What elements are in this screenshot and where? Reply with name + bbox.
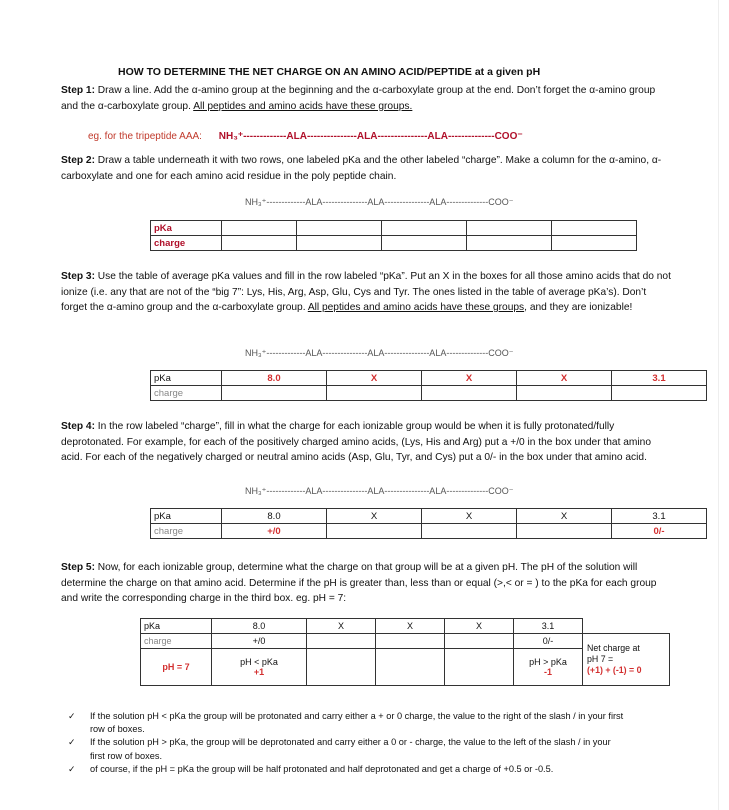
cell-charge-amino: +/0 xyxy=(222,524,327,539)
step1-underline: All peptides and amino acids have these groups. xyxy=(193,100,413,112)
cell-charge-ala3 xyxy=(445,634,514,649)
cell-pka-carboxyl: 3.1 xyxy=(612,371,707,386)
step5-label: Step 5: xyxy=(61,562,95,573)
row-label-pka: pKa xyxy=(151,371,222,386)
cell-empty xyxy=(222,386,327,401)
cell-empty xyxy=(297,221,382,236)
ph-amino-cond: pH < pKa xyxy=(240,657,278,667)
example-chain: NH₃⁺-------------ALA---------------ALA---------------ALA--------------COO⁻ xyxy=(218,131,523,142)
cell-pka-ala2: X xyxy=(422,371,517,386)
cell-pka-ala3: X xyxy=(445,619,514,634)
cell-pka-amino: 8.0 xyxy=(222,509,327,524)
row-label-pka: pKa xyxy=(151,509,222,524)
ph-amino-charge: +1 xyxy=(253,667,265,677)
cell-empty xyxy=(307,649,376,686)
step3-underline: All peptides and amino acids have these groups xyxy=(307,302,525,314)
cell-pka-ala3: X xyxy=(517,509,612,524)
row-label-charge: charge xyxy=(141,634,212,649)
cell-pka-carboxyl: 3.1 xyxy=(514,619,583,634)
step4-paragraph xyxy=(61,419,671,466)
rule-text-3: of course, if the pH = pKa the group will be half protonated and half deprotonated and get a charge of +0.5 or -0.5. xyxy=(90,763,554,774)
table-step3 xyxy=(150,370,707,401)
step3-tail: , and they are ionizable! xyxy=(524,302,633,314)
cell-empty xyxy=(552,221,637,236)
rule-text-1: If the solution pH < pKa the group will be protonated and carry either a + or 0 charge, the value to the right of the slash / in your first row of boxes. xyxy=(90,711,624,735)
cell-pka-ala2: X xyxy=(376,619,445,634)
step3-label: Step 3: xyxy=(61,271,95,282)
net-line3: (+1) + (-1) = 0 xyxy=(587,665,642,675)
cell-empty xyxy=(612,386,707,401)
cell-charge-carboxyl: 0/- xyxy=(612,524,707,539)
net-line1: Net charge at xyxy=(587,643,640,653)
cell-charge-ala1 xyxy=(307,634,376,649)
cell-spacer xyxy=(583,619,670,634)
cell-pka-ala2: X xyxy=(422,509,517,524)
net-line2: pH 7 = xyxy=(587,654,614,664)
example-label: eg. for the tripeptide AAA: xyxy=(88,131,202,142)
row-label-charge: charge xyxy=(151,524,222,539)
cell-empty xyxy=(422,386,517,401)
cell-pka-amino: 8.0 xyxy=(222,371,327,386)
table-row xyxy=(151,524,707,539)
net-charge-box xyxy=(583,634,670,686)
cell-empty xyxy=(222,221,297,236)
table-row xyxy=(151,386,707,401)
step2-text: Draw a table underneath it with two rows, one labeled pKa and the other labeled “charge”. Make a column for the α-amino, α-carboxylate and one for each amino acid residue in the poly peptide chain. xyxy=(61,155,662,182)
table-row xyxy=(141,634,670,649)
table-step4 xyxy=(150,508,707,539)
row-label-ph: pH = 7 xyxy=(141,649,212,686)
right-margin-strip xyxy=(718,0,729,810)
checkmark-icon: ✓ xyxy=(68,763,76,774)
cell-empty xyxy=(382,221,467,236)
step1-text: Draw a line. Add the α-amino group at the beginning and the α-carboxylate group at the end. Don’t forget the α-amino group and the α-carboxylate group. xyxy=(61,85,656,112)
checkmark-icon: ✓ xyxy=(68,737,76,748)
cell-charge-ala3 xyxy=(517,524,612,539)
step3-text: Use the table of average pKa values and fill in the row labeled “pKa”. Put an X in the boxes for all those amino acids that do not ionize (i.e. any that are not of the “big 7”: Lys, His, Arg, Asp, Glu, Cys and Tyr. The ones listed in the table of average pKa’s). Don’t forget the α-amino group and the α-carboxylate group. xyxy=(61,271,671,314)
chain-diagram-1: NH₃⁺-------------ALA---------------ALA---------------ALA--------------COO⁻ xyxy=(245,197,514,207)
step4-label: Step 4: xyxy=(61,421,95,432)
step5-paragraph xyxy=(61,560,671,607)
cell-ph-amino xyxy=(212,649,307,686)
cell-empty xyxy=(467,236,552,251)
cell-charge-ala1 xyxy=(327,524,422,539)
row-label-pka: pKa xyxy=(151,221,222,236)
checkmark-icon: ✓ xyxy=(68,711,76,721)
step3-paragraph xyxy=(61,269,671,316)
cell-pka-ala3: X xyxy=(517,371,612,386)
step4-text: In the row labeled “charge”, fill in what the charge for each ionizable group would be when it is fully protonated/fully deprotonated. For example, for each of the positively charged amino acids, (Lys, His and Arg) put a +/0 in the box under that amino acid. For each of the negatively charged or neutral amino acids (Asp, Glu, Tyr, and Cys) put a 0/- in the box under that amino acid. xyxy=(61,421,651,464)
row-label-charge: charge xyxy=(151,386,222,401)
step1-paragraph xyxy=(61,83,671,114)
step5-text: Now, for each ionizable group, determine what the charge on that group will be at a given pH. The pH of the solution will determine the charge on that amino acid. Determine if the pH is greater than, less than or equal (>,< or = ) to the pKa for each group and write the corresponding charge in the third box. eg. pH = 7: xyxy=(61,562,657,605)
cell-pka-ala1: X xyxy=(307,619,376,634)
cell-pka-carboxyl: 3.1 xyxy=(612,509,707,524)
list-item xyxy=(68,710,628,736)
page-title: HOW TO DETERMINE THE NET CHARGE ON AN AMINO ACID/PEPTIDE at a given pH xyxy=(118,66,541,78)
chain-diagram-3: NH₃⁺-------------ALA---------------ALA---------------ALA--------------COO⁻ xyxy=(245,486,514,496)
ph-carb-cond: pH > pKa xyxy=(529,657,567,667)
rules-list xyxy=(68,710,628,776)
cell-charge-ala2 xyxy=(376,634,445,649)
example-line xyxy=(88,131,523,142)
list-item xyxy=(68,736,628,762)
table-row xyxy=(141,619,670,634)
list-item xyxy=(68,763,628,776)
cell-empty xyxy=(552,236,637,251)
rule-text-2: If the solution pH > pKa, the group will be deprotonated and carry either a 0 or - charge, the value to the left of the slash / in your first row of boxes. xyxy=(90,737,611,761)
cell-pka-ala1: X xyxy=(327,509,422,524)
ph-carb-charge: -1 xyxy=(543,667,552,677)
cell-empty xyxy=(222,236,297,251)
cell-empty xyxy=(467,221,552,236)
table-row xyxy=(151,371,707,386)
chain-diagram-2: NH₃⁺-------------ALA---------------ALA---------------ALA--------------COO⁻ xyxy=(245,348,514,358)
cell-empty xyxy=(297,236,382,251)
cell-charge-amino: +/0 xyxy=(212,634,307,649)
step1-label: Step 1: xyxy=(61,85,95,96)
step2-label: Step 2: xyxy=(61,155,95,166)
cell-charge-ala2 xyxy=(422,524,517,539)
step2-paragraph xyxy=(61,153,671,184)
cell-pka-ala1: X xyxy=(327,371,422,386)
table-row xyxy=(151,221,637,236)
table-row xyxy=(151,236,637,251)
cell-ph-carboxyl xyxy=(514,649,583,686)
cell-empty xyxy=(327,386,422,401)
cell-charge-carboxyl: 0/- xyxy=(514,634,583,649)
cell-empty xyxy=(517,386,612,401)
table-step2 xyxy=(150,220,637,251)
row-label-charge: charge xyxy=(151,236,222,251)
row-label-pka: pKa xyxy=(141,619,212,634)
table-row xyxy=(151,509,707,524)
cell-empty xyxy=(382,236,467,251)
cell-empty xyxy=(376,649,445,686)
table-step5 xyxy=(140,618,670,686)
cell-empty xyxy=(445,649,514,686)
cell-pka-amino: 8.0 xyxy=(212,619,307,634)
